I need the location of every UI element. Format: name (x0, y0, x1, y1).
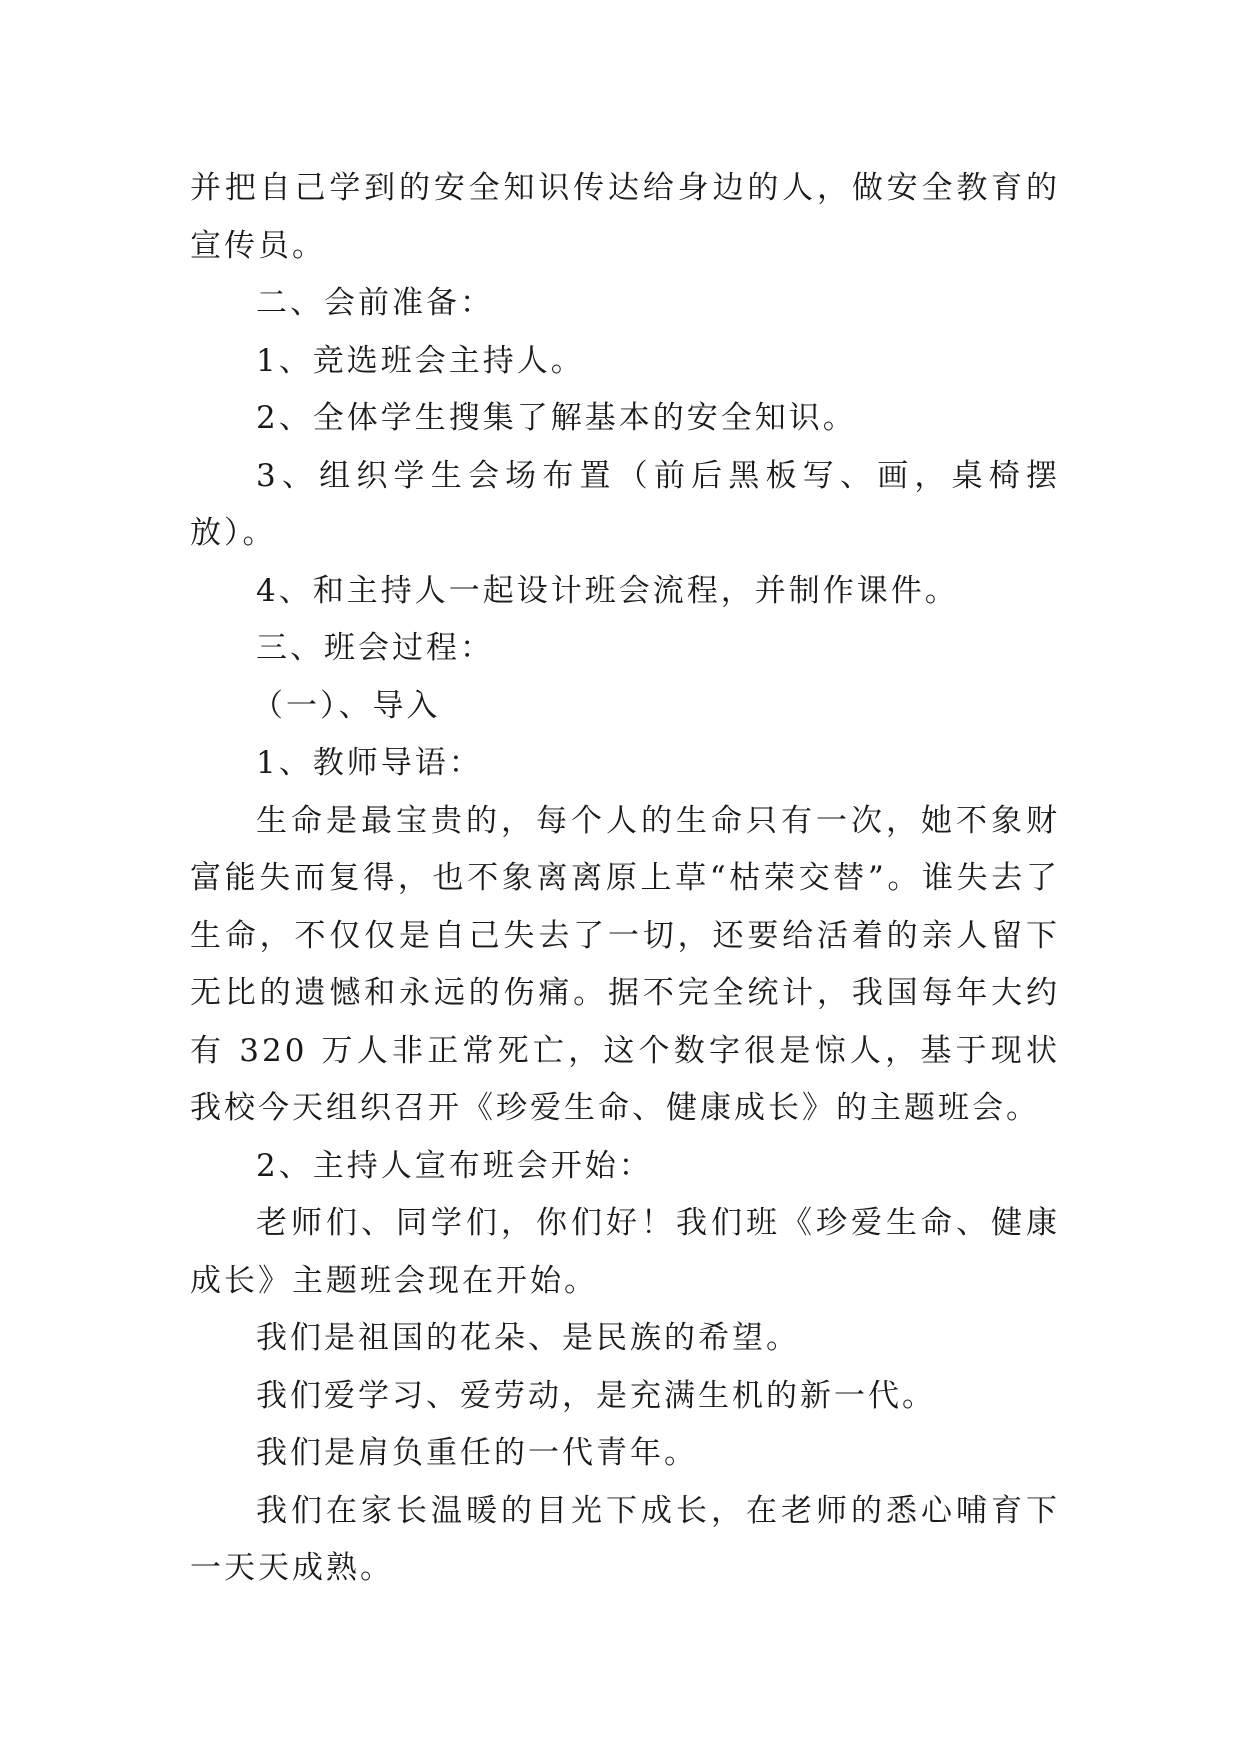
list-item-prep-2: 2、全体学生搜集了解基本的安全知识。 (256, 400, 857, 436)
paragraph-teacher-speech: 生命是最宝贵的，每个人的生命只有一次，她不象财富能失而复得，也不象离离原上草“枯荣交替”。谁失去了生命，不仅仅是自己失去了一切，还要给活着的亲人留下无比的遗憾和永远的伤痛。据不完全统计，我国每年大约有 320 万人非正常死亡，这个数字很是惊人，基于现状我校今天组织召开《珍爱生命、健康成长》的主题班会。 (190, 802, 1060, 1126)
paragraph-intro-continuation: 并把自己学到的安全知识传达给身边的人，做安全教育的宣传员。 (190, 170, 1060, 264)
list-item-prep-4: 4、和主持人一起设计班会流程，并制作课件。 (256, 572, 959, 609)
paragraph-line-flowers: 我们是祖国的花朵、是民族的希望。 (256, 1320, 800, 1356)
list-item-prep-3: 3、组织学生会场布置（前后黑板写、画，桌椅摆放）。 (190, 457, 1060, 551)
subheading-introduction: （一）、导入 (252, 687, 441, 724)
list-item-prep-1: 1、竞选班会主持人。 (256, 342, 585, 379)
paragraph-line-responsibility: 我们是肩负重任的一代青年。 (256, 1435, 698, 1471)
paragraph-host-greeting: 老师们、同学们，你们好！我们班《珍爱生命、健康成长》主题班会现在开始。 (190, 1205, 1060, 1299)
paragraph-line-growth: 我们在家长温暖的目光下成长，在老师的悉心哺育下一天天成熟。 (190, 1492, 1060, 1586)
document-body (190, 160, 1060, 1598)
subheading-host-announces: 2、主持人宣布班会开始： (256, 1147, 653, 1184)
paragraph-line-study: 我们爱学习、爱劳动，是充满生机的新一代。 (256, 1377, 936, 1414)
subheading-teacher-intro: 1、教师导语： (256, 745, 483, 781)
heading-pre-meeting-preparation: 二、会前准备： (256, 285, 494, 321)
heading-meeting-process: 三、班会过程： (256, 630, 494, 666)
